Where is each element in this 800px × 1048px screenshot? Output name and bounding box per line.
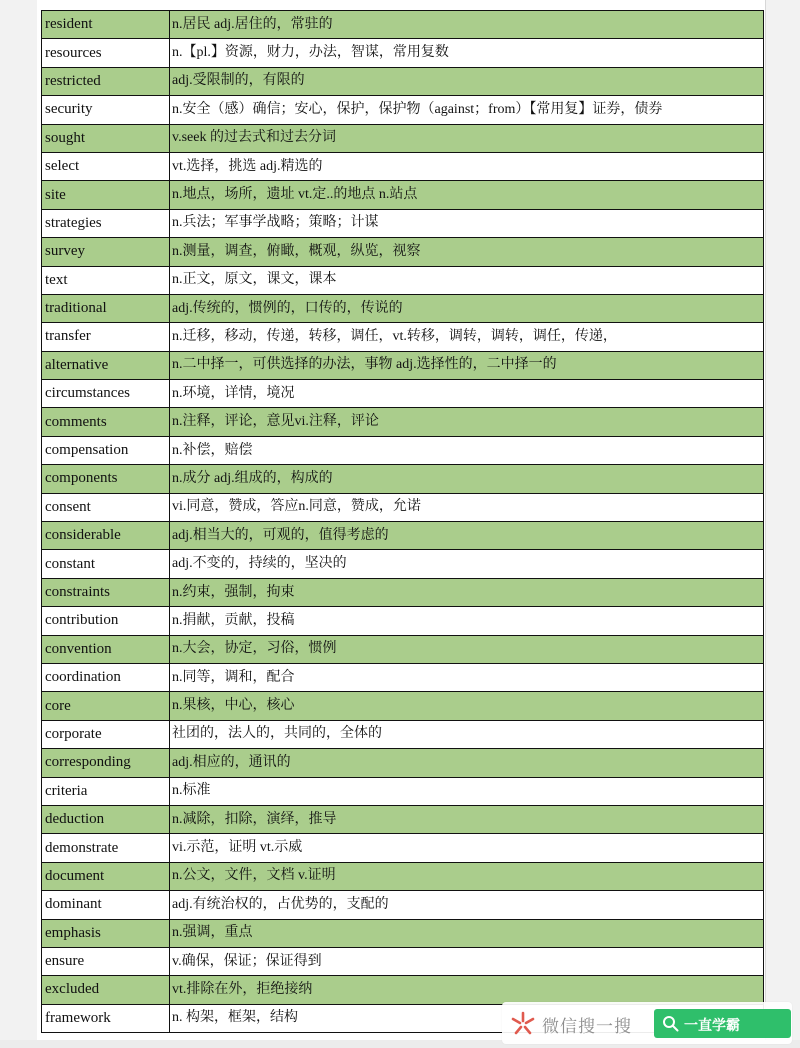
table-row: [42, 607, 764, 635]
table-row: [42, 692, 764, 720]
table-row: [42, 493, 764, 521]
vocab-word-cell: survey: [42, 238, 170, 266]
vocab-word-cell: convention: [42, 635, 170, 663]
table-row: [42, 777, 764, 805]
table-row: [42, 976, 764, 1004]
wechat-search-logo-icon: [510, 1011, 536, 1037]
vocab-word-cell: alternative: [42, 351, 170, 379]
wechat-search-watermark[interactable]: [502, 1002, 792, 1044]
vocab-word-cell: coordination: [42, 663, 170, 691]
vocabulary-table: [41, 10, 764, 1033]
vocab-meaning-cell: n.正文，原文，课文，课本: [170, 266, 764, 294]
vocab-word-cell: core: [42, 692, 170, 720]
table-row: [42, 124, 764, 152]
vocab-meaning-cell: n.补偿，赔偿: [170, 436, 764, 464]
vocab-meaning-cell: n.约束，强制，拘束: [170, 578, 764, 606]
table-row: [42, 947, 764, 975]
vocab-meaning-cell: n.地点，场所，遗址 vt.定..的地点 n.站点: [170, 181, 764, 209]
vocab-word-cell: compensation: [42, 436, 170, 464]
vocab-meaning-cell: n.环境，详情，境况: [170, 380, 764, 408]
vocab-meaning-cell: n.测量，调查，俯瞰，概观，纵览，视察: [170, 238, 764, 266]
search-button[interactable]: [654, 1009, 791, 1038]
vocab-word-cell: resident: [42, 11, 170, 39]
table-row: [42, 749, 764, 777]
vocab-meaning-cell: 社团的，法人的，共同的，全体的: [170, 720, 764, 748]
search-button-label: 一直学霸: [684, 1018, 740, 1034]
vocab-meaning-cell: n.安全（感）确信；安心，保护，保护物（against；from）【常用复】证券，债券: [170, 96, 764, 124]
vocab-meaning-cell: vi.同意，赞成，答应n.同意，赞成，允诺: [170, 493, 764, 521]
table-row: [42, 578, 764, 606]
vocab-word-cell: security: [42, 96, 170, 124]
vocab-word-cell: transfer: [42, 323, 170, 351]
table-row: [42, 805, 764, 833]
vocab-meaning-cell: adj.不变的，持续的，坚决的: [170, 550, 764, 578]
vocab-meaning-cell: n.减除，扣除，演绎，推导: [170, 805, 764, 833]
table-row: [42, 891, 764, 919]
vocab-word-cell: restricted: [42, 67, 170, 95]
vocab-meaning-cell: v.确保，保证；保证得到: [170, 947, 764, 975]
table-row: [42, 11, 764, 39]
table-row: [42, 550, 764, 578]
vocab-meaning-cell: n.捐献，贡献，投稿: [170, 607, 764, 635]
vocab-meaning-cell: n.强调，重点: [170, 919, 764, 947]
table-row: [42, 323, 764, 351]
vocab-word-cell: ensure: [42, 947, 170, 975]
vocab-meaning-cell: n.迁移，移动，传递，转移，调任，vt.转移，调转，调转，调任，传递，: [170, 323, 764, 351]
vocab-word-cell: components: [42, 465, 170, 493]
table-row: [42, 862, 764, 890]
vocab-word-cell: deduction: [42, 805, 170, 833]
vocabulary-table-body: [42, 11, 764, 1033]
vocab-word-cell: circumstances: [42, 380, 170, 408]
vocab-word-cell: traditional: [42, 294, 170, 322]
vocab-meaning-cell: vt.选择，挑选 adj.精选的: [170, 152, 764, 180]
vocab-meaning-cell: n.二中择一，可供选择的办法，事物 adj.选择性的，二中择一的: [170, 351, 764, 379]
vocab-meaning-cell: n.公文，文件，文档 v.证明: [170, 862, 764, 890]
vocab-meaning-cell: adj.有统治权的，占优势的，支配的: [170, 891, 764, 919]
vocab-word-cell: demonstrate: [42, 834, 170, 862]
vocab-word-cell: resources: [42, 39, 170, 67]
vocab-word-cell: site: [42, 181, 170, 209]
table-row: [42, 408, 764, 436]
vocab-meaning-cell: vi.示范，证明 vt.示威: [170, 834, 764, 862]
vocab-word-cell: select: [42, 152, 170, 180]
vocab-meaning-cell: n.大会，协定，习俗，惯例: [170, 635, 764, 663]
vocab-word-cell: document: [42, 862, 170, 890]
vocab-word-cell: framework: [42, 1004, 170, 1032]
vocab-meaning-cell: n.居民 adj.居住的，常驻的: [170, 11, 764, 39]
vocab-word-cell: strategies: [42, 209, 170, 237]
vocab-word-cell: sought: [42, 124, 170, 152]
vocab-meaning-cell: vt.排除在外，拒绝接纳: [170, 976, 764, 1004]
vocab-word-cell: corporate: [42, 720, 170, 748]
vocab-meaning-cell: v.seek 的过去式和过去分词: [170, 124, 764, 152]
table-row: [42, 152, 764, 180]
vocab-meaning-cell: adj.相当大的，可观的，值得考虑的: [170, 522, 764, 550]
vocab-meaning-cell: adj.受限制的，有限的: [170, 67, 764, 95]
vocab-word-cell: dominant: [42, 891, 170, 919]
vocab-meaning-cell: n.兵法；军事学战略；策略；计谋: [170, 209, 764, 237]
table-row: [42, 522, 764, 550]
vocab-word-cell: criteria: [42, 777, 170, 805]
vocab-word-cell: emphasis: [42, 919, 170, 947]
table-row: [42, 663, 764, 691]
table-row: [42, 919, 764, 947]
table-row: [42, 436, 764, 464]
vocab-meaning-cell: n.注释，评论，意见vi.注释，评论: [170, 408, 764, 436]
watermark-brand-text: 微信搜一搜: [542, 1017, 632, 1037]
table-row: [42, 834, 764, 862]
table-row: [42, 720, 764, 748]
table-row: [42, 380, 764, 408]
table-row: [42, 209, 764, 237]
vocab-meaning-cell: n.标准: [170, 777, 764, 805]
table-row: [42, 67, 764, 95]
vocab-word-cell: corresponding: [42, 749, 170, 777]
magnifier-icon: [662, 1015, 679, 1032]
vocab-meaning-cell: n.成分 adj.组成的，构成的: [170, 465, 764, 493]
vocab-word-cell: comments: [42, 408, 170, 436]
table-row: [42, 294, 764, 322]
table-row: [42, 238, 764, 266]
vocab-word-cell: contribution: [42, 607, 170, 635]
table-row: [42, 39, 764, 67]
vocab-word-cell: consent: [42, 493, 170, 521]
table-row: [42, 351, 764, 379]
table-row: [42, 266, 764, 294]
table-row: [42, 635, 764, 663]
table-row: [42, 96, 764, 124]
vocab-word-cell: considerable: [42, 522, 170, 550]
vocab-word-cell: excluded: [42, 976, 170, 1004]
table-row: [42, 181, 764, 209]
vocab-meaning-cell: adj.相应的，通讯的: [170, 749, 764, 777]
vocab-word-cell: text: [42, 266, 170, 294]
vocab-word-cell: constraints: [42, 578, 170, 606]
vocab-word-cell: constant: [42, 550, 170, 578]
table-row: [42, 465, 764, 493]
vocab-meaning-cell: n.【pl.】资源，财力，办法，智谋，常用复数: [170, 39, 764, 67]
vocab-meaning-cell: n. 构架，框架，结构: [170, 1004, 764, 1032]
vocab-meaning-cell: n.果核，中心，核心: [170, 692, 764, 720]
vocab-meaning-cell: n.同等，调和，配合: [170, 663, 764, 691]
vocab-meaning-cell: adj.传统的，惯例的，口传的，传说的: [170, 294, 764, 322]
